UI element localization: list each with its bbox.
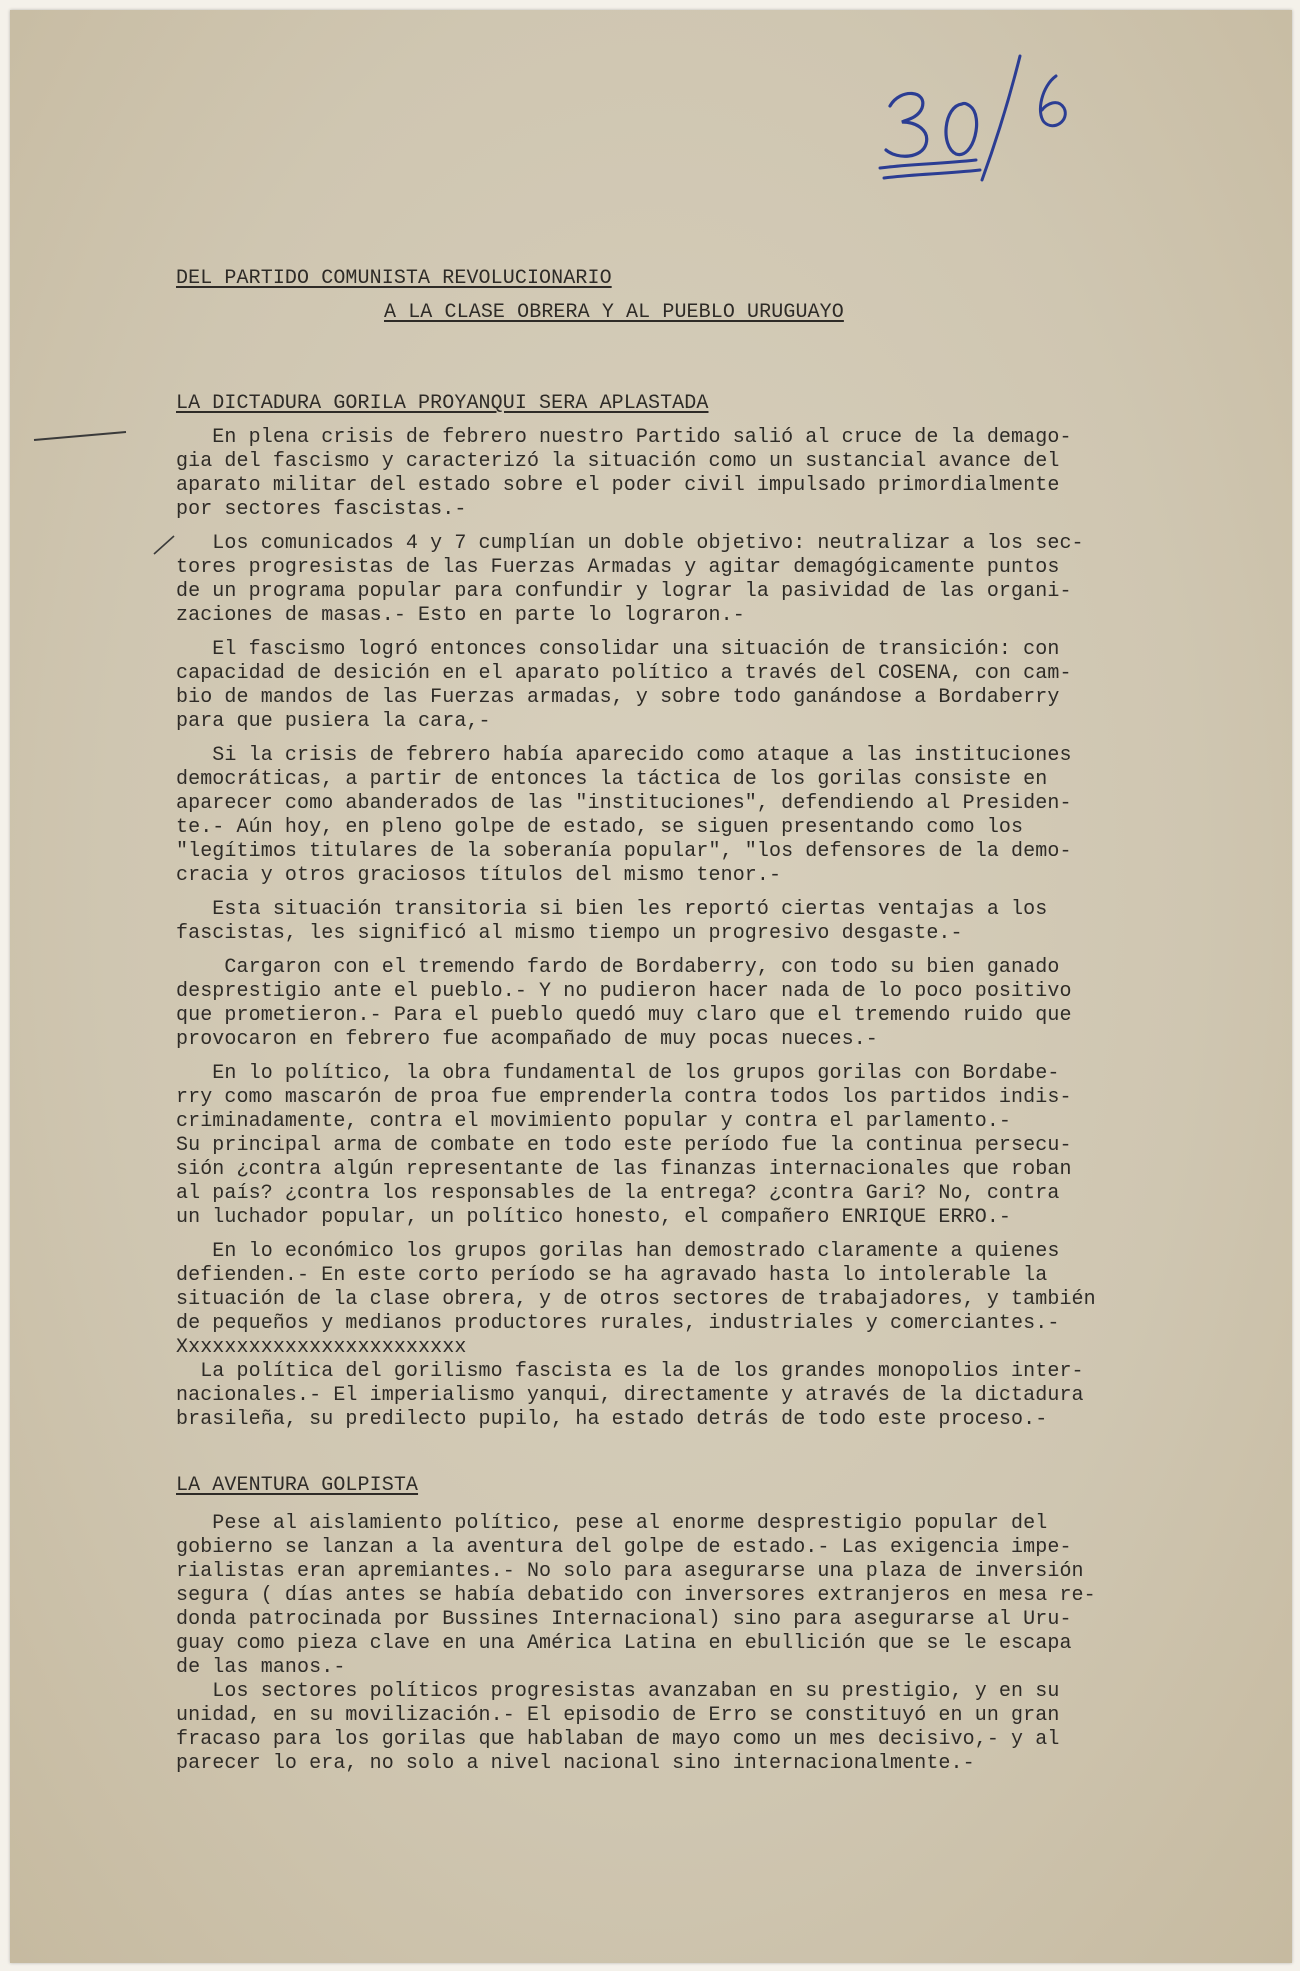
pencil-stroke [30,410,130,450]
paragraph: El fascismo logró entonces consolidar una situación de transición: con capacidad de desición en el aparato político a través del COSENA, con cam- bio de mandos de las Fuerzas armadas, y sobre todo ganándose a Bordaberry para que pusiera la cara,- [176,638,1072,733]
paragraph: Si la crisis de febrero había aparecido como ataque a las instituciones democráticas, a partir de entonces la táctica de los gorilas consiste en aparecer como abanderados de las "instituciones", defendiendo al Presiden- te.- Aún hoy, en pleno golpe de estado, se siguen presentando como los "legítimos titulares de la soberanía popular", "los defensores de la demo- cracia y otros graciosos títulos del mismo tenor.- [176,744,1072,887]
document-page [10,10,1292,1963]
paragraph: En lo económico los grupos gorilas han demostrado claramente a quienes defienden.- En este corto período se ha agravado hasta lo intolerable la situación de la clase obrera, y de otros sectores de trabajadores, y también de pequeños y medianos productores rurales, industriales y comerciantes.- Xxxxxxxxxxxxxxxxxxxxxxxx La política del gorilismo fascista es la de los grandes monopolios inter- nacionales.- El imperialismo yanqui, directamente y através de la dictadura brasileña, su predilecto pupilo, ha estado detrás de todo este proceso.- [176,1240,1096,1431]
section-2-title: LA AVENTURA GOLPISTA [176,1474,419,1497]
paragraph: Cargaron con el tremendo fardo de Bordaberry, con todo su bien ganado desprestigio ante el pueblo.- Y no pudieron hacer nada de lo poco positivo que prometieron.- Para el pueblo quedó muy claro que el tremendo ruido que provocaron en febrero fue acompañado de muy pocas nueces.- [176,956,1072,1051]
section-1-title: LA DICTADURA GORILA PROYANQUI SERA APLASTADA [176,392,709,415]
paragraph: En lo político, la obra fundamental de los grupos gorilas con Bordabe- rry como mascarón de proa fue emprenderla contra todos los partidos indis- criminadamente, contra el movimiento popular y contra el parlamento.- Su principal arma de combate en todo este período fue la continua persecu- sión ¿contra algún representante de las finanzas internacionales que roban al país? ¿contra los responsables de la entrega? ¿contra Gari? No, contra un luchador popular, un político honesto, el compañero ENRIQUE ERRO.- [176,1062,1072,1229]
document-header [176,267,1176,325]
paragraph: Esta situación transitoria si bien les reportó ciertas ventajas a los fascistas, les significó al mismo tiempo un progresivo desgaste.- [176,898,1048,945]
header-line-1: DEL PARTIDO COMUNISTA REVOLUCIONARIO [176,267,612,290]
section-2 [176,1474,1176,1776]
paragraph: En plena crisis de febrero nuestro Partido salió al cruce de la demago- gia del fascismo y caracterizó la situación como un sustancial avance del aparato militar del estado sobre el poder civil impulsado primordialmente por sectores fascistas.- [176,426,1072,521]
section-1 [176,392,1176,1432]
paragraph: Pese al aislamiento político, pese al enorme desprestigio popular del gobierno se lanzan a la aventura del golpe de estado.- Las exigencia impe- rialistas eran apremiantes.- No solo para asegurarse una plaza de inversión segura ( días antes se había debatido con inversores extranjeros en mesa re- donda patrocinada por Bussines Internacional) sino para asegurarse al Uru- guay como pieza clave en una América Latina en ebullición que se le escapa de las manos.- Los sectores políticos progresistas avanzaban en su prestigio, y en su unidad, en su movilización.- El episodio de Erro se constituyó en un gran fracaso para los gorilas que hablaban de mayo como un mes decisivo,- y al parecer lo era, no solo a nivel nacional sino internacionalmente.- [176,1512,1096,1775]
handwritten-note-30-6 [870,46,1110,186]
handwritten-note [870,46,1110,186]
paragraph: Los comunicados 4 y 7 cumplían un doble objetivo: neutralizar a los sec- tores progresistas de las Fuerzas Armadas y agitar demagógicamente puntos de un programa popular para confundir y lograr la pasividad de las organi- zaciones de masas.- Esto en parte lo lograron.- [176,532,1084,627]
header-line-2: A LA CLASE OBRERA Y AL PUEBLO URUGUAYO [384,301,844,324]
